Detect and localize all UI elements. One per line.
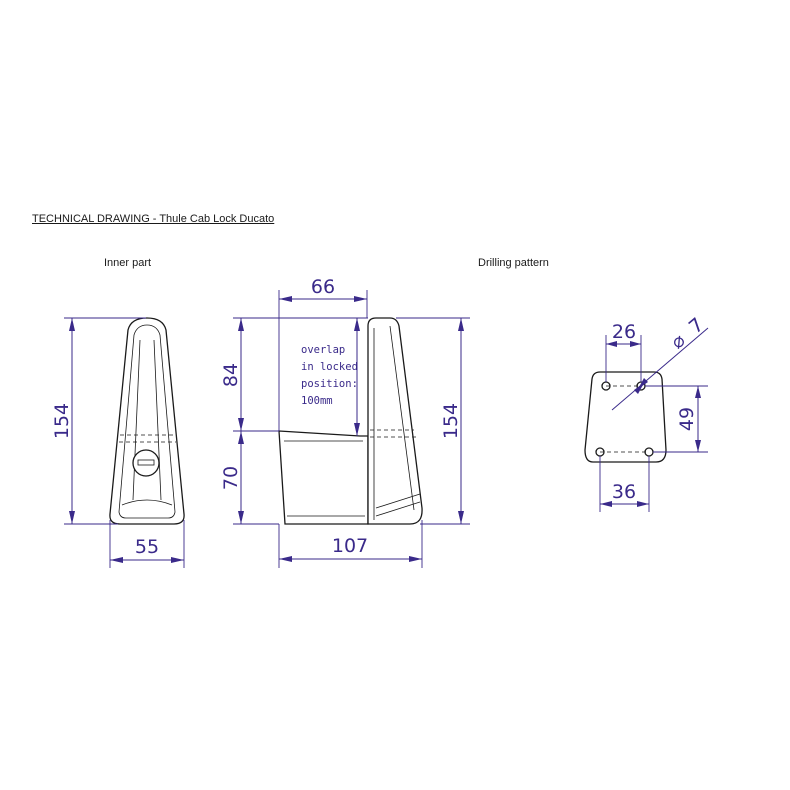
dim-hole-vertical-spacing-text: 49 [676,406,698,432]
inner-part-label: Inner part [104,257,152,269]
outer-housing-outline [279,431,368,524]
dim-side-upper-height-text: 84 [220,362,242,388]
drilling-pattern-label: Drilling pattern [478,257,549,269]
dim-inner-width-text: 55 [134,536,160,558]
inner-part-outline [110,318,184,524]
dim-side-lower-height-text: 70 [220,465,242,491]
dim-side-top-width-text: 66 [310,276,336,298]
note-line-1: overlap [301,344,346,356]
overlap-note [301,318,360,436]
inner-part-view [110,318,184,524]
dim-side-upper-height [220,318,368,431]
diameter-symbol-icon: ⌀ [666,329,690,354]
drawing-title: TECHNICAL DRAWING - Thule Cab Lock Ducato [32,213,275,225]
dim-inner-height-text: 154 [51,402,73,440]
dim-side-lower-height [220,431,279,524]
inner-part-side-outline [368,318,422,524]
dim-side-total-width [279,520,422,568]
dim-side-total-width-text: 107 [331,535,369,557]
dim-hole-spacing-bottom-text: 36 [611,481,637,503]
drilling-plate [585,372,666,462]
dim-inner-width [110,520,184,568]
lock-cylinder-icon [133,450,159,476]
note-line-4: 100mm [301,395,333,407]
note-line-3: position: [301,378,358,390]
hole-bottom-right-icon [645,448,653,456]
dim-hole-spacing-top-text: 26 [611,321,637,343]
dim-side-total-height-text: 154 [440,402,462,440]
dim-hole-spacing-bottom [600,456,649,512]
dim-hole-diameter-text: 7 [684,313,709,339]
note-line-2: in locked [301,361,358,373]
